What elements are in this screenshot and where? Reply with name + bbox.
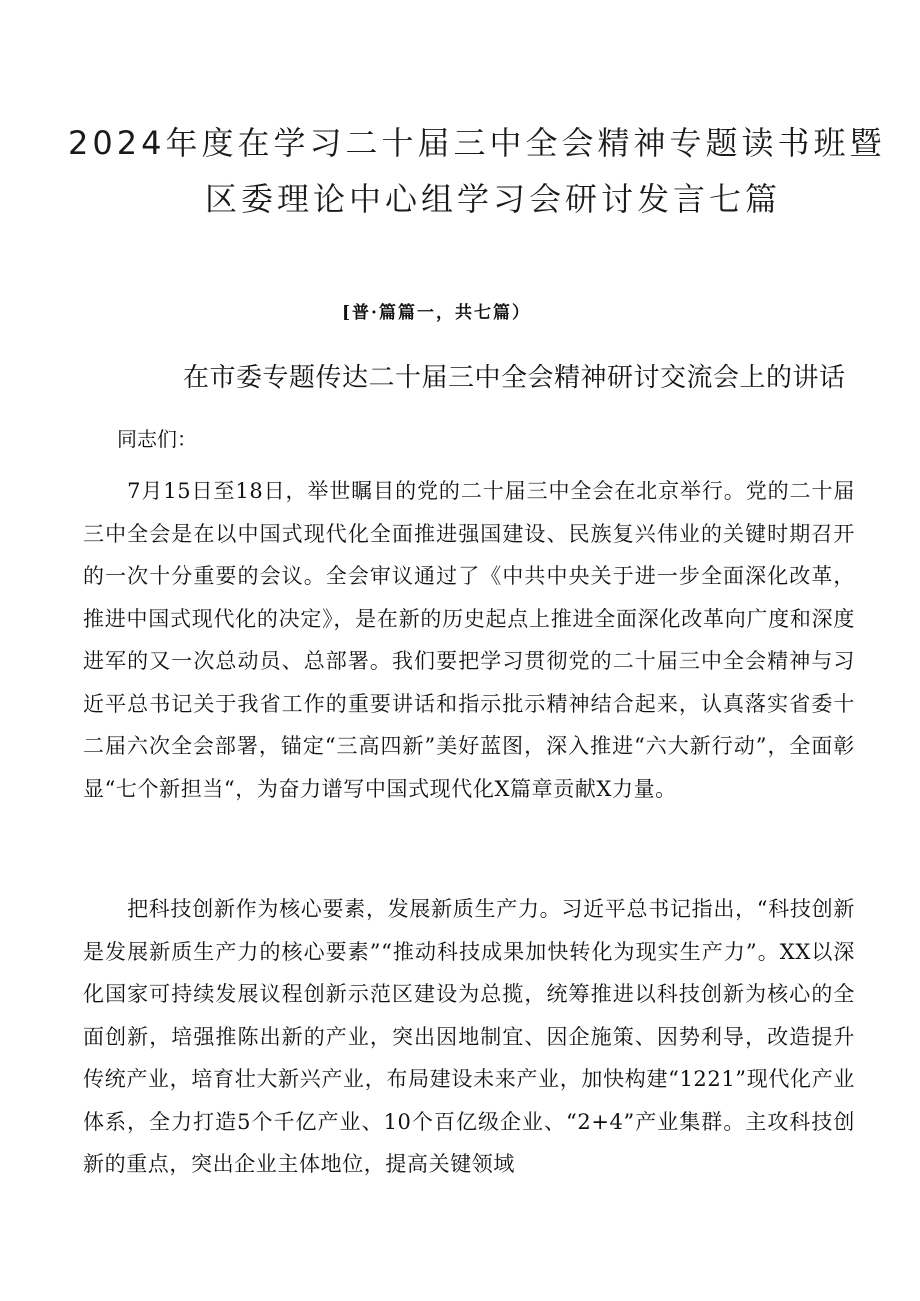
body-paragraph-1: 7月15日至18日，举世瞩目的党的二十届三中全会在北京举行。党的二十届三中全会是在以中国式现代化全面推进强国建设、民族复兴伟业的关键时期召开的一次十分重要的会议。全会审议通过了《中共中央关于进一步全面深化改革，推进中国式现代化的决定》，是在新的历史起点上推进全面深化改革向广度和深度进军的又一次总动员、总部署。我们要把学习贯彻党的二十届三中全会精神与习近平总书记关于我省工作的重要讲话和指示批示精神结合起来，认真落实省委十二届六次全会部署，锚定“三高四新”美好蓝图，深入推进“六大新行动”，全面彰显“七个新担当“，为奋力谱写中国式现代化X篇章贡献X力量。 xyxy=(83,479,855,801)
document-title-line-2: 区委理论中心组学习会研讨发言七篇 xyxy=(205,180,782,218)
document-title-line-1: 2024年度在学习二十届三中全会精神专题读书班暨 xyxy=(68,124,886,162)
speech-title: 在市委专题传达二十届三中全会精神研讨交流会上的讲话 xyxy=(183,363,846,393)
document-subtitle: [普·篇篇一，共七篇） xyxy=(342,303,531,323)
salutation: 同志们： xyxy=(117,427,197,451)
body-paragraph-2: 把科技创新作为核心要素，发展新质生产力。习近平总书记指出，“科技创新是发展新质生产力的核心要素”“推动科技成果加快转化为现实生产力”。XX以深化国家可持续发展议程创新示范区建设为总揽，统筹推进以科技创新为核心的全面创新，培强推陈出新的产业，突出因地制宜、因企施策、因势利导，改造提升传统产业，培育壮大新兴产业，布局建设未来产业，加快构建“1221”现代化产业体系，全力打造5个千亿产业、10个百亿级企业、“2+4”产业集群。主攻科技创新的重点，突出企业主体地位，提高关键领域 xyxy=(83,897,855,1176)
